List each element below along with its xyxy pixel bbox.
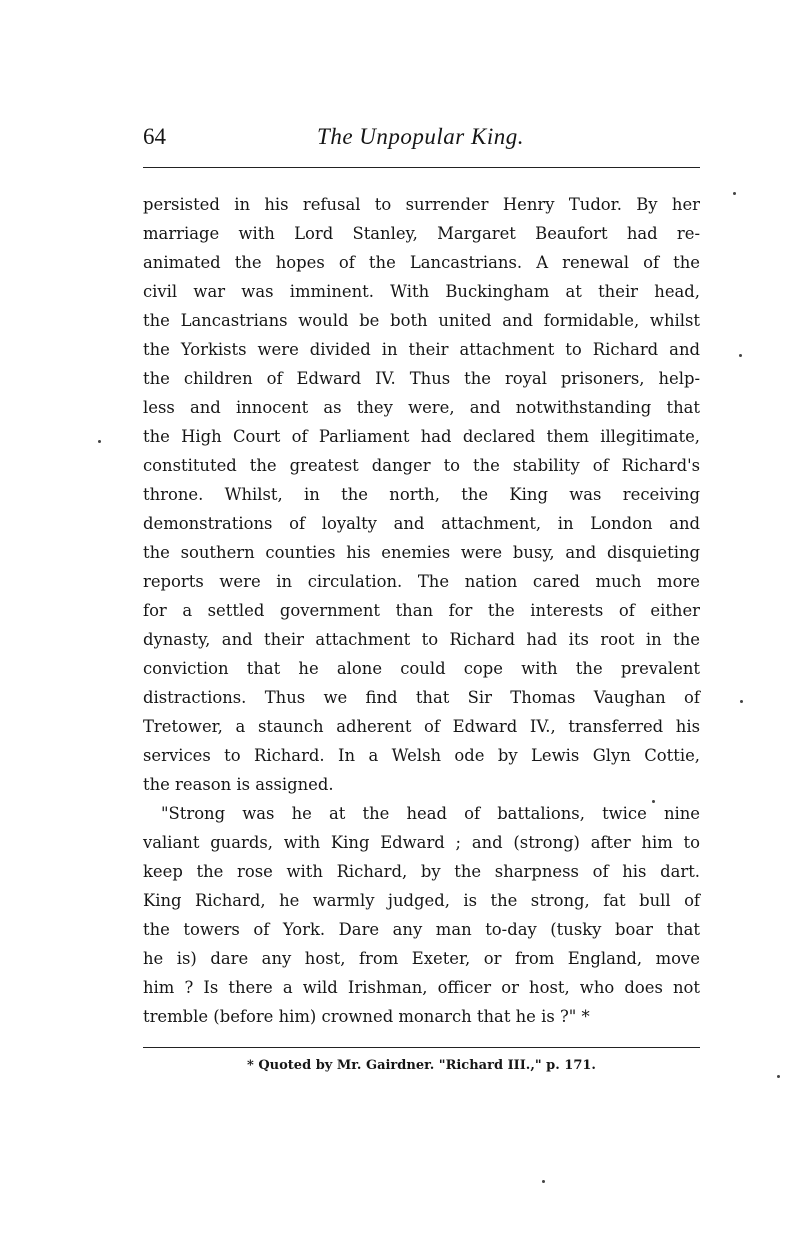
text-line: valiant guards, with King Edward ; and (strong) after him to xyxy=(143,833,700,852)
scan-speck xyxy=(739,354,742,357)
paragraph-2-quotation xyxy=(143,799,700,1031)
scan-speck xyxy=(733,192,736,195)
text-line: him ? Is there a wild Irishman, officer or host, who does not xyxy=(143,978,700,997)
text-line: Tretower, a staunch adherent of Edward IV., transferred his xyxy=(143,717,700,736)
text-line: services to Richard. In a Welsh ode by Lewis Glyn Cottie, xyxy=(143,746,700,765)
text-line: constituted the greatest danger to the stability of Richard's xyxy=(143,456,700,475)
text-line: he is) dare any host, from Exeter, or from England, move xyxy=(143,949,700,968)
footnote-rule xyxy=(143,1047,700,1048)
text-line: conviction that he alone could cope with the prevalent xyxy=(143,659,700,678)
text-line: demonstrations of loyalty and attachment, in London and xyxy=(143,514,700,533)
text-line: the towers of York. Dare any man to-day (tusky boar that xyxy=(143,920,700,939)
page-header xyxy=(143,118,698,158)
text-line: "Strong was he at the head of battalions, twice nine xyxy=(161,804,700,823)
text-line: throne. Whilst, in the north, the King was receiving xyxy=(143,485,700,504)
text-line: for a settled government than for the interests of either xyxy=(143,601,700,620)
text-line: civil war was imminent. With Buckingham at their head, xyxy=(143,282,700,301)
text-line: persisted in his refusal to surrender Henry Tudor. By her xyxy=(143,195,700,214)
text-line: the children of Edward IV. Thus the royal prisoners, help- xyxy=(143,369,700,388)
text-line: reports were in circulation. The nation cared much more xyxy=(143,572,700,591)
text-line: keep the rose with Richard, by the sharpness of his dart. xyxy=(143,862,700,881)
paragraph-1 xyxy=(143,190,700,799)
text-line: tremble (before him) crowned monarch that he is ?" * xyxy=(143,1007,590,1026)
header-rule xyxy=(143,167,700,168)
text-line: the southern counties his enemies were busy, and disquieting xyxy=(143,543,700,562)
scan-speck xyxy=(777,1075,780,1078)
text-line: the High Court of Parliament had declared them illegitimate, xyxy=(143,427,700,446)
scan-speck xyxy=(740,700,743,703)
text-line: King Richard, he warmly judged, is the strong, fat bull of xyxy=(143,891,700,910)
text-line: dynasty, and their attachment to Richard had its root in the xyxy=(143,630,700,649)
text-line: the Yorkists were divided in their attachment to Richard and xyxy=(143,340,700,359)
scan-speck xyxy=(98,440,101,443)
scan-speck xyxy=(542,1180,545,1183)
text-line: marriage with Lord Stanley, Margaret Beaufort had re- xyxy=(143,224,700,243)
text-line: the reason is assigned. xyxy=(143,775,334,794)
text-line: distractions. Thus we find that Sir Thomas Vaughan of xyxy=(143,688,700,707)
scan-speck xyxy=(652,800,655,803)
running-title: The Unpopular King. xyxy=(317,124,524,149)
body-text xyxy=(143,190,700,1031)
text-line: the Lancastrians would be both united and formidable, whilst xyxy=(143,311,700,330)
footnote: * Quoted by Mr. Gairdner. "Richard III.," p. 171. xyxy=(247,1058,596,1073)
text-line: animated the hopes of the Lancastrians. A renewal of the xyxy=(143,253,700,272)
text-line: less and innocent as they were, and notwithstanding that xyxy=(143,398,700,417)
page-number: 64 xyxy=(143,124,166,149)
